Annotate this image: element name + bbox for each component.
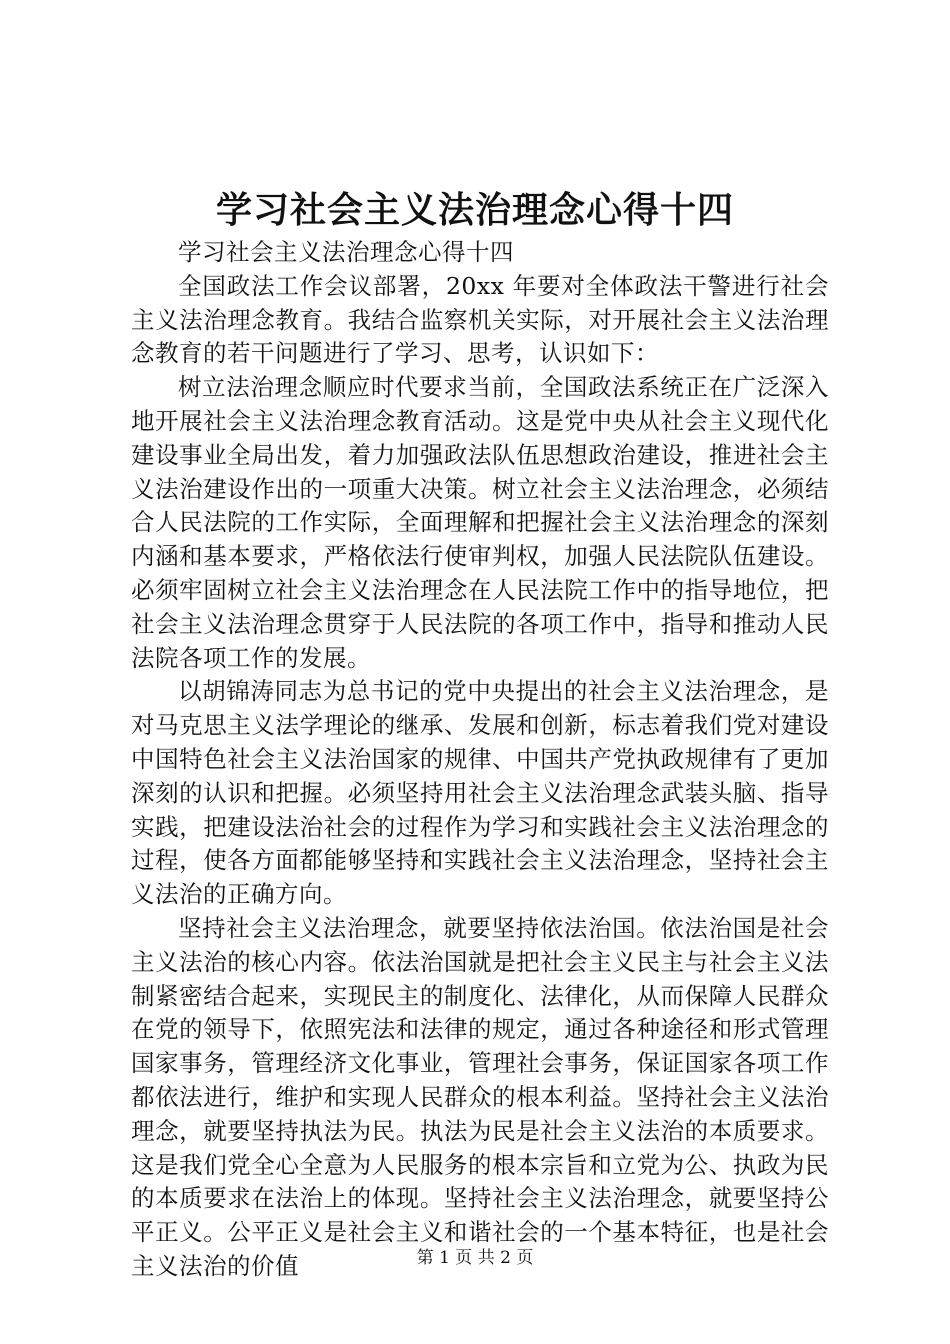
document-body [131, 236, 829, 1284]
page-number-footer: 第 1 页 共 2 页 [416, 1248, 534, 1268]
paragraph: 坚持社会主义法治理念，就要坚持依法治国。依法治国是社会主义法治的核心内容。依法治国就是把社会主义民主与社会主义法制紧密结合起来，实现民主的制度化、法律化，从而保障人民群众在党的领导下，依照宪法和法律的规定，通过各种途径和形式管理国家事务，管理经济文化事业，管理社会事务，保证国家各项工作都依法进行，维护和实现人民群众的根本利益。坚持社会主义法治理念，就要坚持执法为民。执法为民是社会主义法治的本质要求。这是我们党全心全意为人民服务的根本宗旨和立党为公、执政为民的本质要求在法治上的体现。坚持社会主义法治理念，就要坚持公平正义。公平正义是社会主义和谐社会的一个基本特征，也是社会主义法治的价值 [131, 913, 829, 1280]
document-title: 学习社会主义法治理念心得十四 [215, 189, 734, 231]
paragraph: 学习社会主义法治理念心得十四 [178, 238, 514, 266]
paragraph: 以胡锦涛同志为总书记的党中央提出的社会主义法治理念，是对马克思主义法学理论的继承、发展和创新，标志着我们党对建设中国特色社会主义法治国家的规律、中国共产党执政规律有了更加深刻的认识和把握。必须坚持用社会主义法治理念武装头脑、指导实践，把建设法治社会的过程作为学习和实践社会主义法治理念的过程，使各方面都能够坚持和实践社会主义法治理念，坚持社会主义法治的正确方向。 [131, 677, 829, 909]
paragraph: 树立法治理念顺应时代要求当前，全国政法系统正在广泛深入地开展社会主义法治理念教育活动。这是党中央从社会主义现代化建设事业全局出发，着力加强政法队伍思想政治建设，推进社会主义法治建设作出的一项重大决策。树立社会主义法治理念，必须结合人民法院的工作实际，全面理解和把握社会主义法治理念的深刻内涵和基本要求，严格依法行使审判权，加强人民法院队伍建设。必须牢固树立社会主义法治理念在人民法院工作中的指导地位，把社会主义法治理念贯穿于人民法院的各项工作中，指导和推动人民法院各项工作的发展。 [131, 373, 829, 672]
paragraph: 全国政法工作会议部署，20xx 年要对全体政法干警进行社会主义法治理念教育。我结合监察机关实际，对开展社会主义法治理念教育的若干问题进行了学习、思考，认识如下： [131, 271, 829, 368]
